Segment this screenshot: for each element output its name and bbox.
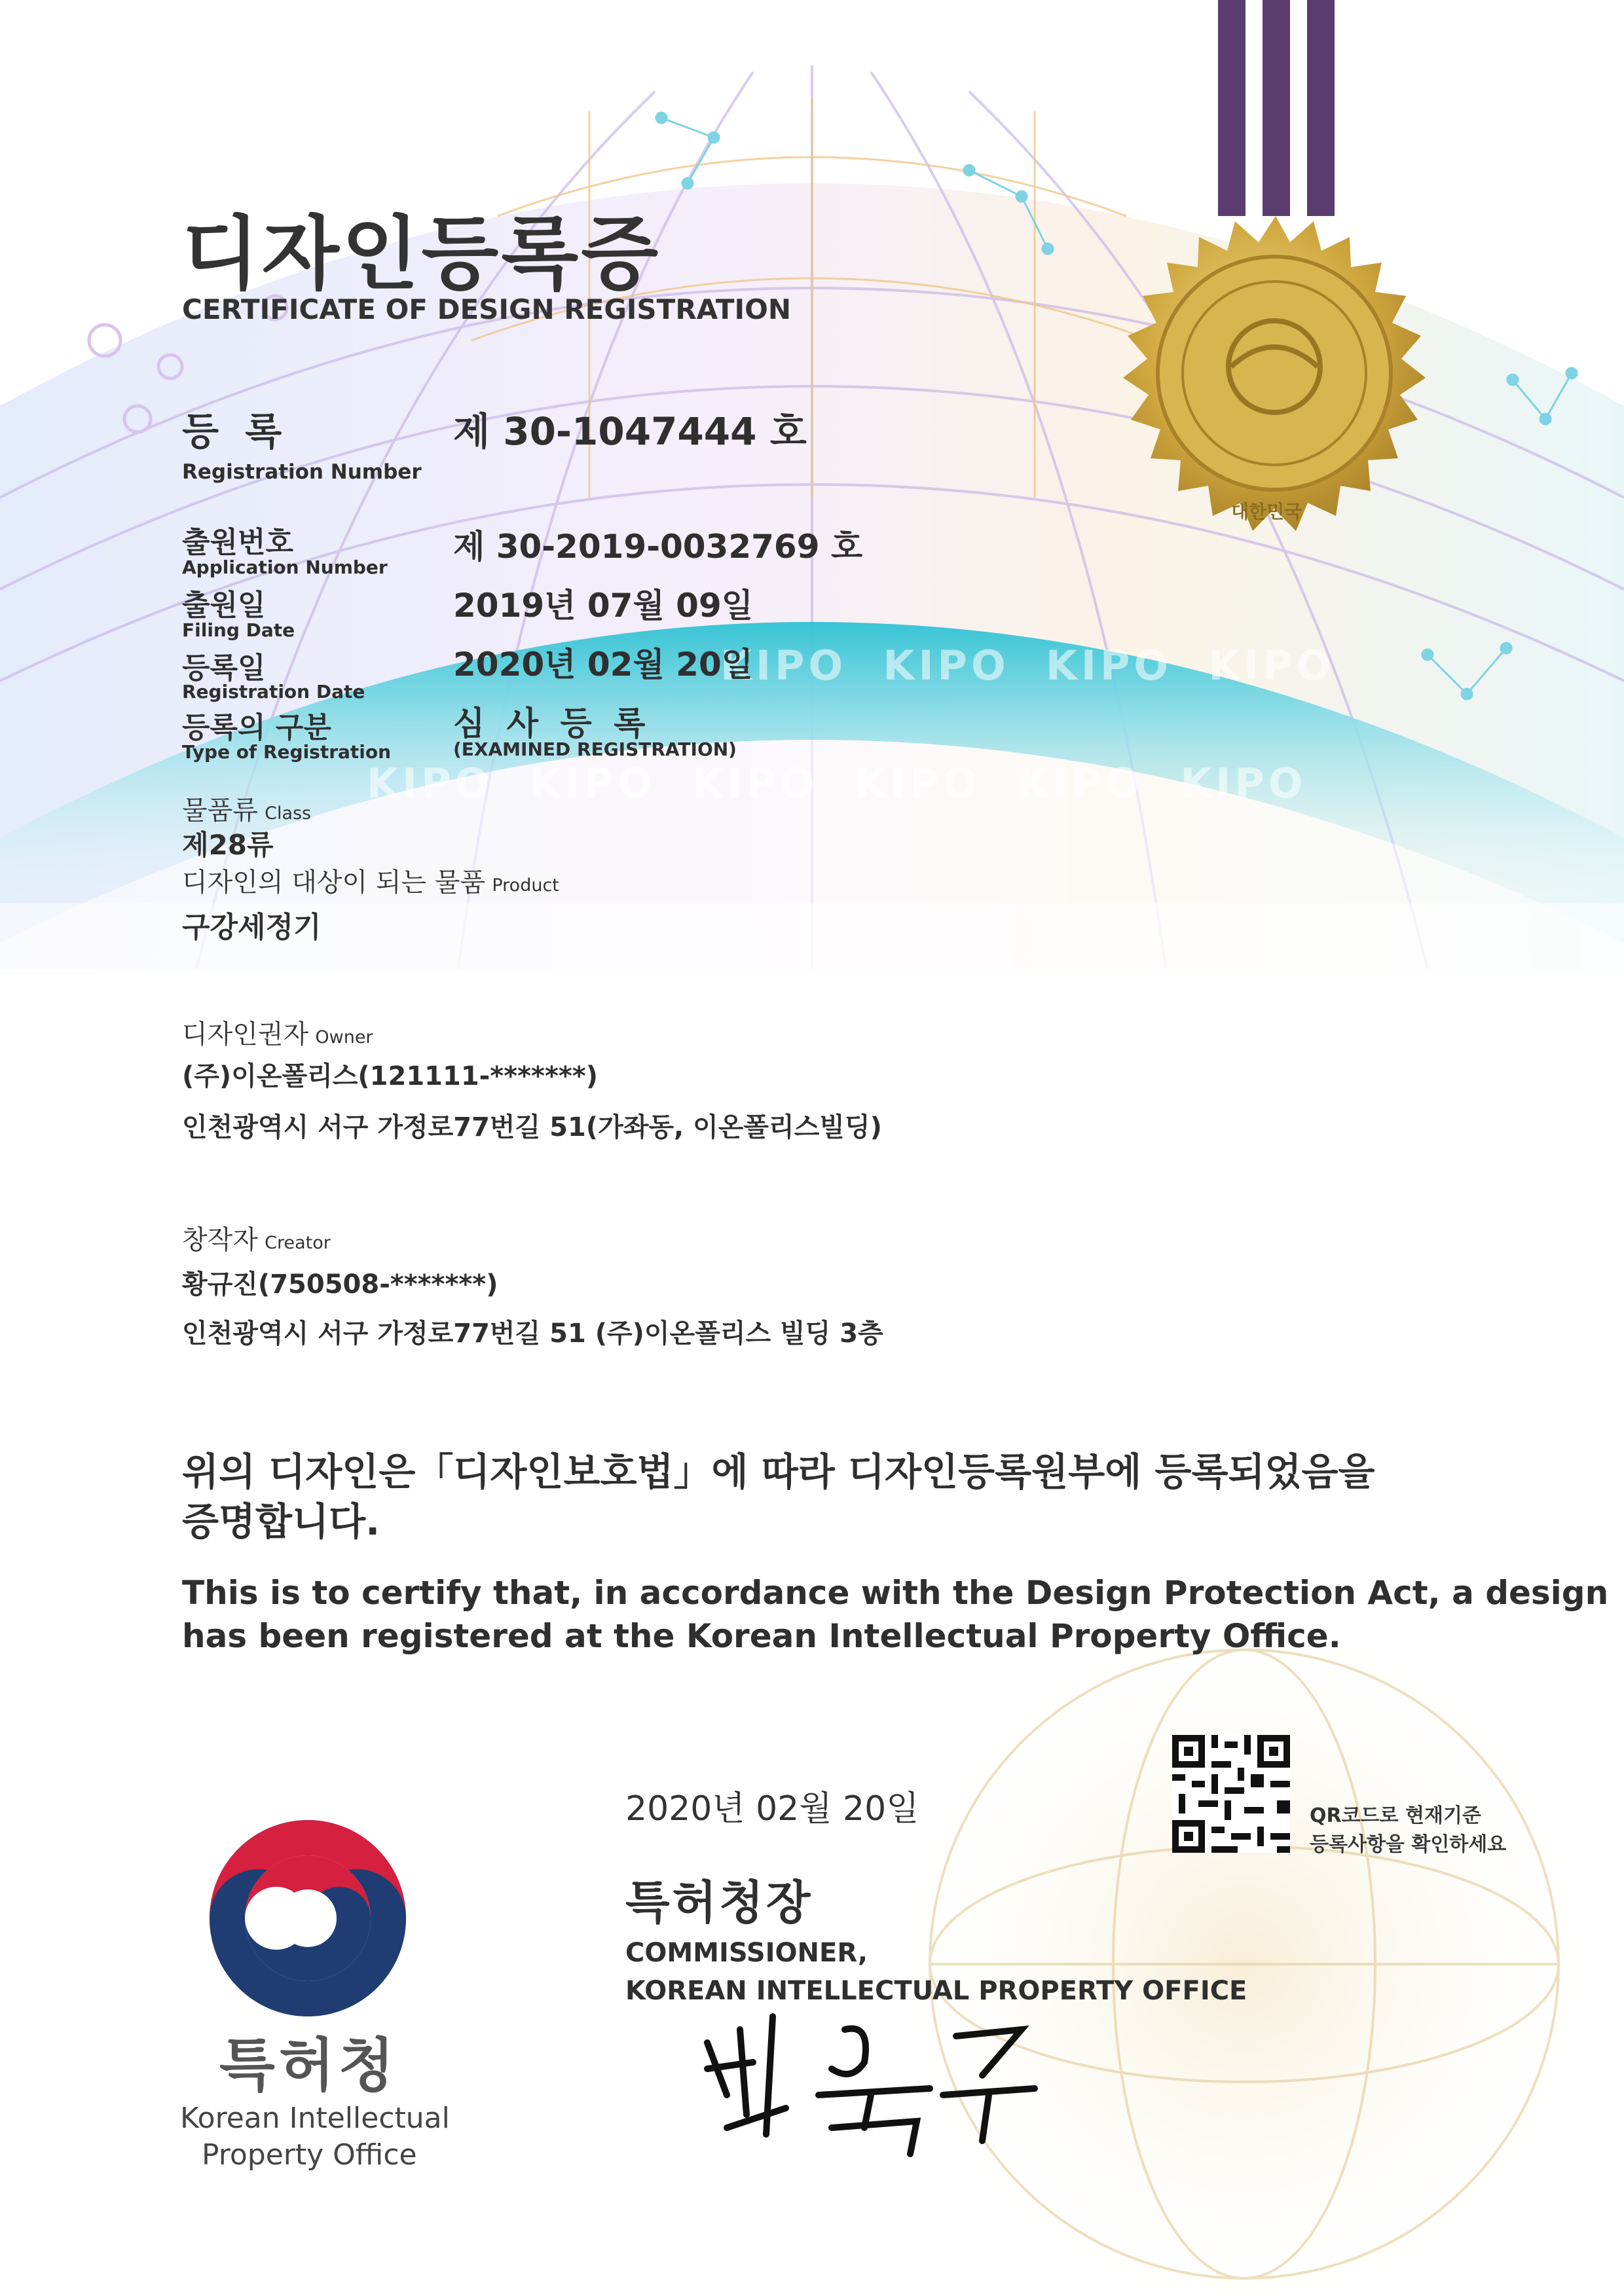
class-label — [182, 790, 311, 827]
owner-label-ko: 디자인권자 — [182, 1019, 309, 1049]
type-label-en: Type of Registration — [182, 741, 392, 763]
registration-date-label-en: Registration Date — [182, 681, 365, 702]
commissioner-title-ko: 특허청장 — [625, 1876, 813, 1929]
commissioner-title-en-line-2: KOREAN INTELLECTUAL PROPERTY OFFICE — [625, 1976, 1247, 2006]
registration-date-label-ko: 등록일 — [182, 651, 266, 685]
qr-note-line-2: 등록사항을 확인하세요 — [1310, 1833, 1507, 1856]
creator-label-ko: 창작자 — [182, 1225, 258, 1255]
page-title: 디자인등록증 — [182, 208, 661, 301]
creator-name: 황규진(750508-*******) — [182, 1269, 498, 1300]
application-number: 제 30-2019-0032769 호 — [453, 528, 863, 566]
statement-en-line-1: This is to certify that, in accordance with the Design Protection Act, a design — [182, 1574, 1609, 1612]
owner-label-en: Owner — [315, 1027, 373, 1048]
kipo-watermark-row-1: KIPO KIPO KIPO KIPO — [720, 642, 1335, 689]
type-value-ko: 심 사 등 록 — [453, 704, 651, 742]
owner-label — [182, 1013, 373, 1051]
statement-ko-line-1: 위의 디자인은「디자인보호법」에 따라 디자인등록원부에 등록되었음을 — [182, 1449, 1375, 1494]
commissioner-title-en-line-1: COMMISSIONER, — [625, 1938, 868, 1968]
statement-en-line-2: has been registered at the Korean Intellectual Property Office. — [182, 1617, 1341, 1655]
signature-text — [707, 2043, 730, 2052]
application-label-en: Application Number — [182, 556, 388, 578]
product-label — [182, 862, 559, 899]
product-label-en: Product — [492, 875, 559, 896]
application-label-ko: 출원번호 — [182, 526, 294, 559]
statement-ko-line-2: 증명합니다. — [182, 1499, 380, 1544]
issue-date: 2020년 02월 20일 — [625, 1789, 919, 1829]
owner-name: (주)이온폴리스(121111-*******) — [182, 1061, 598, 1091]
office-name-en-line-1: Korean Intellectual — [180, 2102, 450, 2135]
registration-number: 제 30-1047444 호 — [453, 409, 807, 454]
creator-address: 인천광역시 서구 가정로77번길 51 (주)이온폴리스 빌딩 3층 — [182, 1319, 883, 1349]
registration-label-ko: 등 록 — [182, 409, 289, 454]
owner-address: 인천광역시 서구 가정로77번길 51(가좌동, 이온폴리스빌딩) — [182, 1112, 882, 1142]
creator-label — [182, 1219, 331, 1256]
product-value: 구강세정기 — [182, 911, 322, 944]
office-name-en-line-2: Property Office — [202, 2138, 417, 2172]
filing-label-ko: 출원일 — [182, 589, 266, 622]
seal-text: 대한민국 — [1231, 501, 1302, 522]
kipo-watermark-row-2: KIPO KIPO KIPO KIPO KIPO KIPO — [367, 759, 1307, 807]
creator-label-en: Creator — [265, 1233, 331, 1253]
class-label-ko: 물품류 — [182, 795, 258, 826]
type-value-en: (EXAMINED REGISTRATION) — [453, 738, 737, 760]
office-name-ko: 특허청 — [219, 2032, 399, 2099]
registration-date: 2020년 02월 20일 — [453, 646, 754, 683]
qr-note — [1310, 1802, 1506, 1859]
kipo-logo-mark — [210, 1820, 406, 2016]
filing-label-en: Filing Date — [182, 619, 295, 641]
type-label-ko: 등록의 구분 — [182, 711, 331, 744]
registration-label-en: Registration Number — [182, 460, 422, 484]
page-subtitle: CERTIFICATE OF DESIGN REGISTRATION — [182, 293, 792, 325]
qr-note-line-1: QR코드로 현재기준 — [1310, 1804, 1481, 1827]
class-value: 제28류 — [182, 829, 274, 861]
qr-code — [1172, 1735, 1290, 1853]
filing-date: 2019년 07월 09일 — [453, 587, 754, 625]
class-label-en: Class — [265, 803, 312, 824]
product-label-ko: 디자인의 대상이 되는 물품 — [182, 867, 486, 898]
ribbon — [1218, 0, 1335, 216]
